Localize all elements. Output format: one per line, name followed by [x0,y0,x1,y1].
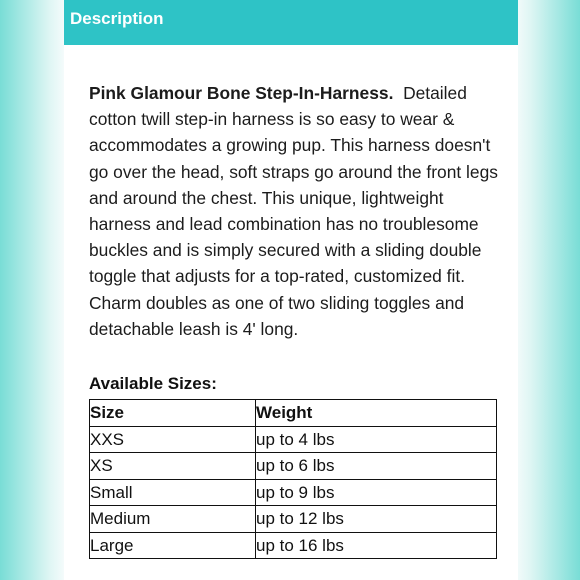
sizes-table [89,399,497,559]
table-row [90,532,497,559]
table-row [90,479,497,506]
weight-cell: up to 9 lbs [256,479,497,506]
weight-cell: up to 12 lbs [256,506,497,533]
sizes-heading: Available Sizes: [89,374,217,393]
header-title: Description [70,9,164,28]
size-cell: Large [90,532,256,559]
weight-cell: up to 4 lbs [256,426,497,453]
column-header-size: Size [90,400,256,427]
product-description: Detailed cotton twill step-in harness is so easy to wear & accommodates a growing pup. This harness doesn't go over the head, soft straps go around the front legs and around the chest. This unique, lightweight harness and lead combination has no troublesome buckles and is simply secured with a sliding double toggle that adjusts for a top-rated, customized fit. Charm doubles as one of two sliding toggles and detachable leash is 4' long. [89,83,498,339]
weight-cell: up to 16 lbs [256,532,497,559]
table-header-row [90,400,497,427]
size-cell: XS [90,453,256,480]
table-row [90,506,497,533]
description-text [89,80,499,342]
table-row [90,426,497,453]
table-row [90,453,497,480]
description-panel [64,0,518,580]
weight-cell: up to 6 lbs [256,453,497,480]
size-cell: Small [90,479,256,506]
description-header [64,0,518,45]
product-title: Pink Glamour Bone Step-In-Harness. [89,83,394,103]
size-cell: Medium [90,506,256,533]
column-header-weight: Weight [256,400,497,427]
size-cell: XXS [90,426,256,453]
